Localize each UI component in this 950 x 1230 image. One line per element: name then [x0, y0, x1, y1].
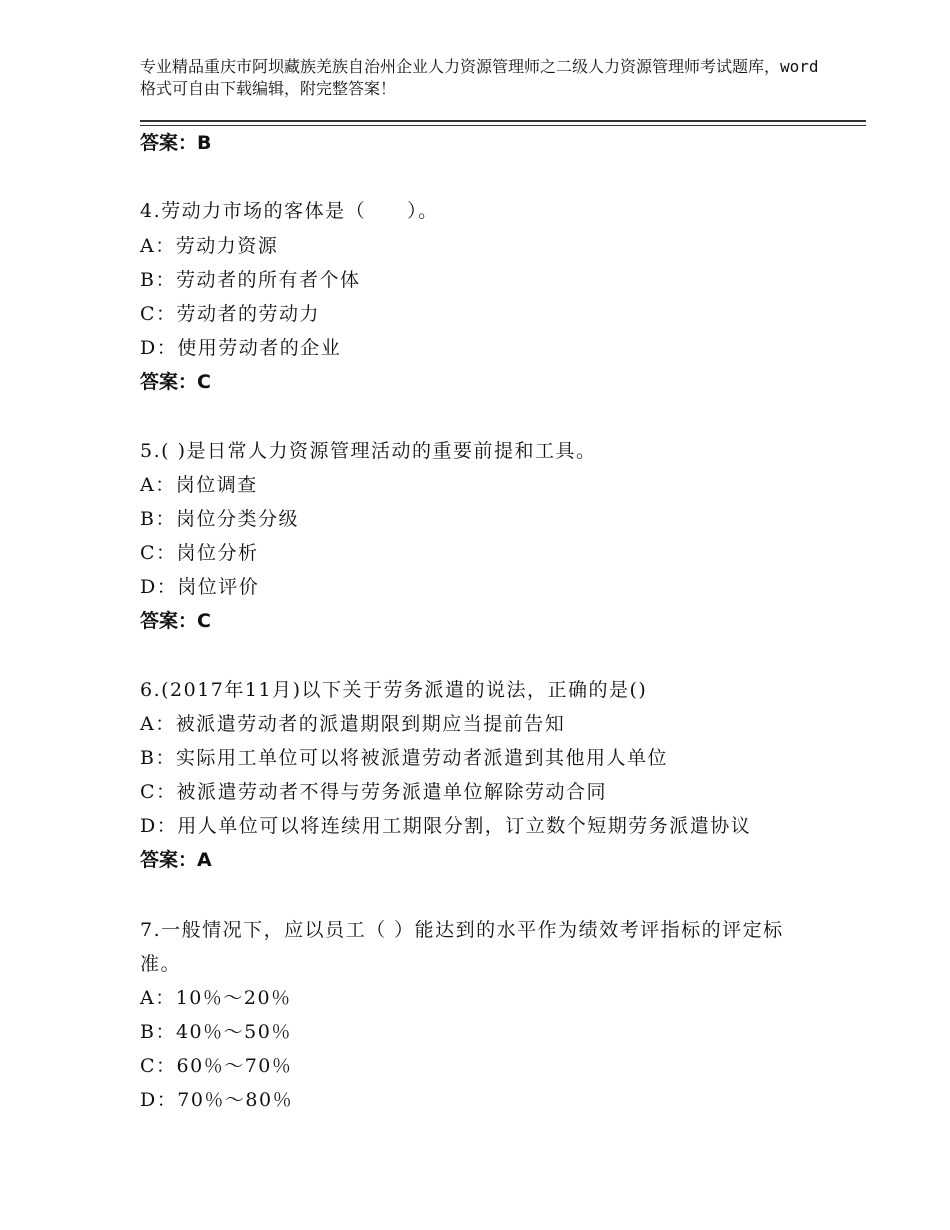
question-5-option-c: C：岗位分析: [140, 542, 259, 564]
question-7-option-d: D：70％～80％: [140, 1089, 294, 1111]
question-4-option-b: B：劳动者的所有者个体: [140, 269, 361, 291]
question-7-option-b: B：40％～50％: [140, 1021, 292, 1043]
question-6-stem: 6.(2017年11月)以下关于劳务派遣的说法，正确的是(): [140, 679, 648, 701]
question-5-option-a: A：岗位调查: [140, 474, 258, 496]
question-6-option-d: D：用人单位可以将连续用工期限分割，订立数个短期劳务派遣协议: [140, 815, 752, 837]
question-5-option-b: B：岗位分类分级: [140, 508, 299, 530]
question-6-option-c: C：被派遣劳动者不得与劳务派遣单位解除劳动合同: [140, 781, 608, 803]
question-6-option-b: B：实际用工单位可以将被派遣劳动者派遣到其他用人单位: [140, 747, 668, 769]
question-4-option-d: D：使用劳动者的企业: [140, 337, 342, 359]
question-5-answer: 答案：C: [140, 610, 211, 632]
question-5-option-d: D：岗位评价: [140, 576, 260, 598]
question-4-stem: 4.劳动力市场的客体是（ ）。: [140, 200, 439, 222]
question-7-option-a: A：10％～20％: [140, 987, 292, 1009]
question-7-stem: 7.一般情况下，应以员工（ ）能达到的水平作为绩效考评指标的评定标准。: [140, 919, 784, 975]
answer-prev: 答案：B: [140, 132, 212, 154]
header-rule-thin: [140, 125, 866, 126]
page-header: 专业精品重庆市阿坝藏族羌族自治州企业人力资源管理师之二级人力资源管理师考试题库，word格式可自由下载编辑，附完整答案！: [140, 57, 819, 98]
question-6-answer: 答案：A: [140, 849, 212, 871]
question-4-option-a: A：劳动力资源: [140, 235, 279, 257]
question-6-option-a: A：被派遣劳动者的派遣期限到期应当提前告知: [140, 713, 566, 735]
question-7-option-c: C：60％～70％: [140, 1055, 293, 1077]
question-5-stem: 5.( )是日常人力资源管理活动的重要前提和工具。: [140, 440, 597, 462]
question-4-option-c: C：劳动者的劳动力: [140, 303, 321, 325]
question-4-answer: 答案：C: [140, 371, 211, 393]
header-rule-thick: [140, 120, 866, 122]
